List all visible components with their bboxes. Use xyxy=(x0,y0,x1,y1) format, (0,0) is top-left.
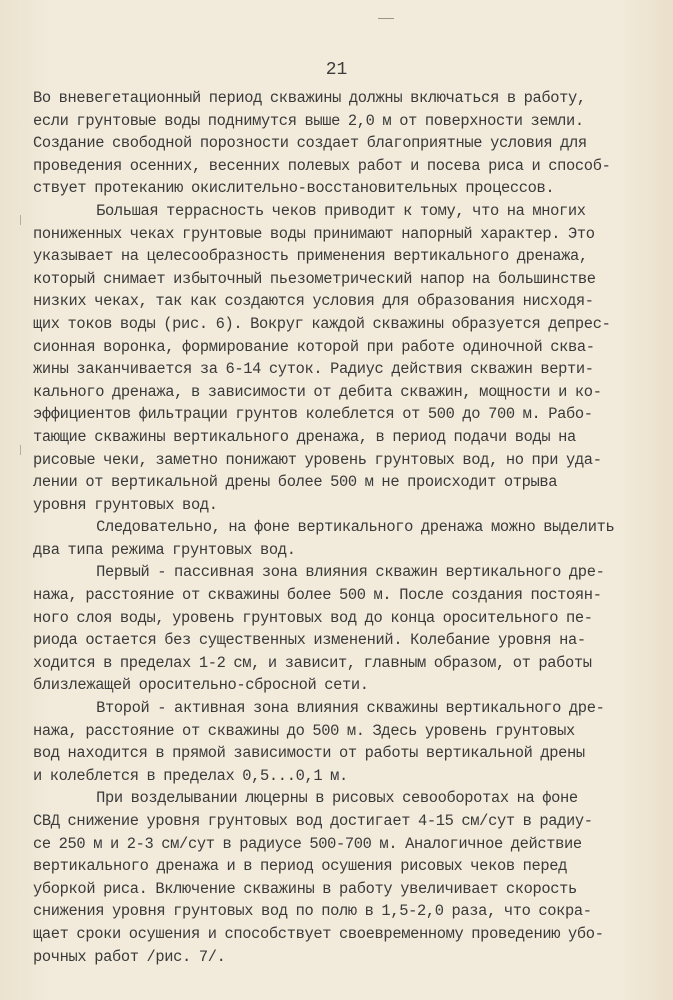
text-line: При возделывании люцерны в рисовых севооборотах на фоне xyxy=(33,789,578,808)
text-line: Большая террасность чеков приводит к тому, что на многих xyxy=(33,201,586,220)
text-line: указывает на целесообразность применения вертикального дренажа, xyxy=(33,247,588,266)
text-line: сионная воронка, формирование которой при работе одиночной сква- xyxy=(33,337,595,356)
top-margin-mark xyxy=(378,18,394,19)
body-text xyxy=(33,87,633,968)
text-line: уборкой риса. Включение скважины в работу увеличивает скорость xyxy=(33,879,577,898)
text-line: если грунтовые воды поднимутся выше 2,0 м от поверхности земли. xyxy=(33,111,584,130)
text-line: Во вневегетационный период скважины должны включаться в работу, xyxy=(33,89,586,107)
text-line: близлежащей оросительно-сбросной сети. xyxy=(33,676,369,695)
text-line: щих токов воды (рис. 6). Вокруг каждой скважины образуется депрес- xyxy=(33,314,611,333)
text-line: пониженных чеках грунтовые воды принимают напорный характер. Это xyxy=(33,224,595,243)
text-line: жины заканчивается за 6-14 суток. Радиус действия скважин верти- xyxy=(33,360,594,379)
text-line: нажа, расстояние от скважины до 500 м. Здесь уровень грунтовых xyxy=(33,721,575,740)
text-line: щает сроки осушения и способствует своевременному проведению убо- xyxy=(33,924,604,943)
text-line: ходится в пределах 1-2 см, и зависит, главным образом, от работы xyxy=(33,653,592,672)
text-line: и колеблется в пределах 0,5...0,1 м. xyxy=(33,766,348,785)
text-line: се 250 м и 2-3 см/сут в радиусе 500-700 м. Аналогичное действие xyxy=(33,834,582,853)
text-line: проведения осенних, весенних полевых работ и посева риса и способ- xyxy=(33,156,611,175)
text-line: кального дренажа, в зависимости от дебита скважин, мощности и ко- xyxy=(33,382,602,401)
text-line: Второй - активная зона влияния скважины вертикального дре- xyxy=(33,699,605,718)
text-line: рочных работ /рис. 7/. xyxy=(33,947,226,966)
margin-tick xyxy=(20,445,21,455)
text-line: эффициентов фильтрации грунтов колеблется от 500 до 700 м. Рабо- xyxy=(33,405,593,424)
text-line: лении от вертикальной дрены более 500 м не происходит отрыва xyxy=(33,473,558,492)
text-line: ного слоя воды, уровень грунтовых вод до конца оросительного пе- xyxy=(33,608,593,627)
text-line: вертикального дренажа и в период осушения рисовых чеков перед xyxy=(33,857,568,876)
text-line: Первый - пассивная зона влияния скважин вертикального дре- xyxy=(33,563,605,582)
text-line: тающие скважины вертикального дренажа, в период подачи воды на xyxy=(33,427,576,446)
text-line: Создание свободной порозности создает благоприятные условия для xyxy=(33,134,587,153)
text-line: низких чеках, так как создаются условия для образования нисходя- xyxy=(33,292,594,311)
text-line: нажа, расстояние от скважины более 500 м. После создания постоян- xyxy=(33,586,602,605)
text-line: ствует протеканию окислительно-восстановительных процессов. xyxy=(33,179,555,198)
text-line: рисовые чеки, заметно понижают уровень грунтовых вод, но при уда- xyxy=(33,450,602,469)
text-line: который снимает избыточный пьезометрический напор на большинстве xyxy=(33,269,596,288)
text-line: снижения уровня грунтовых вод по полю в 1,5-2,0 раза, что сокра- xyxy=(33,902,592,921)
text-line: риода остается без существенных изменений. Колебание уровня на- xyxy=(33,631,586,650)
text-line: Следовательно, на фоне вертикального дренажа можно выделить xyxy=(33,518,615,537)
text-line: два типа режима грунтовых вод. xyxy=(33,540,296,559)
text-line: уровня грунтовых вод. xyxy=(33,495,218,514)
margin-tick xyxy=(20,215,21,225)
text-line: вод находится в прямой зависимости от работы вертикальной дрены xyxy=(33,744,585,763)
text-line: СВД снижение уровня грунтовых вод достигает 4-15 см/сут в радиу- xyxy=(33,812,593,830)
page-number: 21 xyxy=(325,60,348,80)
